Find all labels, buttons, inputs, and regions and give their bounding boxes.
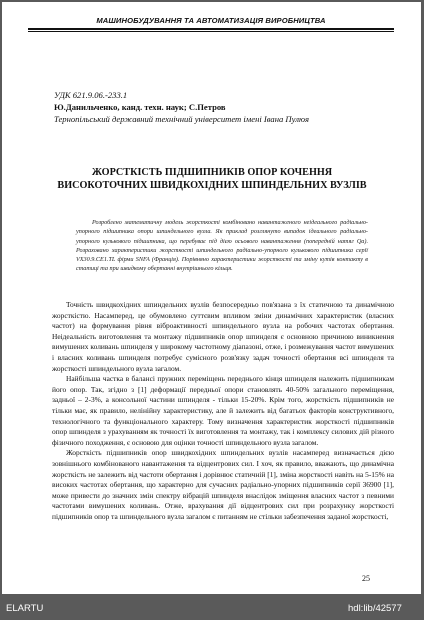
- article-title-line-1: ЖОРСТКІСТЬ ПІДШИПНИКІВ ОПОР КОЧЕННЯ: [91, 167, 333, 178]
- body-paragraph-1: Точність швидкохідних шпиндельних вузлів безпосередньо пов'язана з їх статичною та динамічною жорсткістю. Насамперед, це обумовлено суттєвим впливом зміни динамічних характеристик (власних частот) на формування рівня віброактивності шпиндельного вузла на робочих частотах обертання. Неідеальність виготовлення та монтажу підшипників опор шпинделя є основною причиною виникнення вимушених коливань шпинделя у широкому частотному діапазоні, отже, і розмежування частот вимушених і власних коливань шпинделя потребує сумісного розв'язку задач точності обертання всі шпинделя та жорсткості шпиндельного вузла загалом.: [52, 300, 394, 373]
- journal-header: МАШИНОБУДУВАННЯ ТА АВТОМАТИЗАЦІЯ ВИРОБНИЦТВА: [96, 16, 326, 25]
- repository-name: ELARTU: [6, 603, 44, 614]
- page-number: 25: [362, 574, 370, 583]
- udc-code: УДК 621.9.06.-233.1: [54, 90, 128, 100]
- authors-line: Ю.Данильченко, канд. техн. наук; С.Петров: [54, 102, 226, 112]
- article-title-line-2: ВИСОКОТОЧНИХ ШВИДКОХІДНИХ ШПИНДЕЛЬНИХ ВУЗЛІВ: [57, 180, 367, 191]
- affiliation-line: Тернопільський державний технічний університет імені Івана Пулюя: [54, 114, 310, 124]
- header-rule-thin: [28, 31, 394, 32]
- article-body: [52, 300, 394, 522]
- abstract: Розроблено математичну модель жорсткості комбіновано навантаженого неідеального радіально-упорного підшипника опори шпиндельного вузла. Як приклад розглянуто випадок ідеального радіально-упорного кулькового підшипника, що перебуває під дією осьового навантаження (попередній натяг Qa). Розраховано характеристики жорсткості шпиндельного радіально-упорного кулькового підшипника серії VX30.9.CE1.TL фірми SNFA (Франція). Порівняно характеристики жорсткості та зміну кутів контакту в статиці та при швидкому обертанні внутрішнього кільця.: [76, 219, 368, 273]
- handle-identifier: hdl:lib/42577: [348, 603, 402, 614]
- body-paragraph-2: Найбільша частка в балансі пружних переміщень переднього кінця шпинделя належить підшипникам його опор. Так, згідно з [1] деформації передньої опори становлять 40-50% загального переміщення, задньої – 2-3%, а консольної частини шпинделя - тільки 15-20%. Крім того, жорсткість підшипників не тільки має, як правило, нелінійну характеристику, але й залежить від багатьох факторів конструктивного, технологічного та функціонального характеру. Тому визначення характеристик жорсткості підшипників опор шпинделя з урахуванням як точності їх виготовлення та монтажу, так і комплексу силових дій різного фізичного походження, є основою для оцінки точності шпиндельного вузла загалом.: [52, 374, 394, 447]
- article-title: [32, 166, 392, 192]
- header-rule-thick: [28, 28, 394, 30]
- page-sheet: [2, 2, 421, 594]
- body-paragraph-3: Жорсткість підшипників опор швидкохідних шпиндельних вузлів насамперед визначається дією зовнішнього комбінованого навантаження та відцентрових сил. І хоч, як правило, вважають, що динамічна жорсткість не залежить від частоти обертання і дорівнює статичній [1], зміна жорсткості навіть на 5-15% на високих частотах обертання, що характерно для сучасних радіально-упорних підшипників серії 36900 [1], може привести до значних змін спектру вібрацій шпинделя внаслідок зміщення власних частот з певними частотами вимушених коливань. Отже, врахування дії відцентрових сил при розрахунку жорсткості підшипників опор та шпиндельного вузла загалом є питанням не стільки забезпечення заданої жорсткості,: [52, 448, 394, 521]
